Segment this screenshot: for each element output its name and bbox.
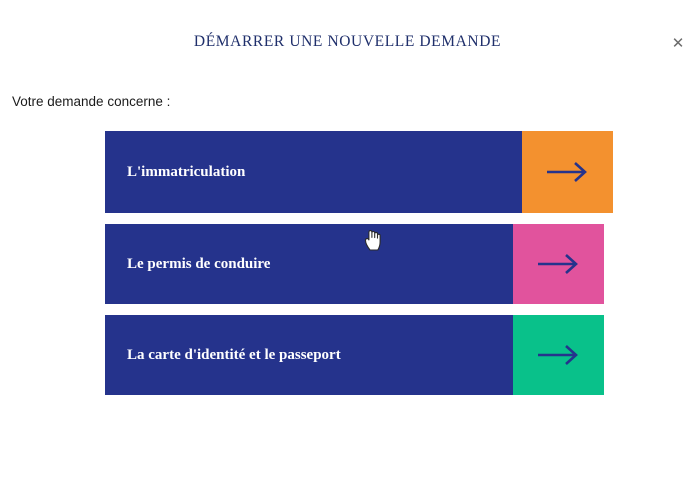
choice-arrow-button[interactable]: [513, 315, 604, 395]
choice-label: Le permis de conduire: [105, 224, 513, 304]
arrow-right-icon: [536, 252, 582, 276]
choice-row-permis-de-conduire[interactable]: [105, 224, 695, 304]
choice-row-immatriculation[interactable]: [105, 131, 695, 213]
arrow-right-icon: [536, 343, 582, 367]
choice-list: [0, 131, 695, 395]
choice-arrow-button[interactable]: [513, 224, 604, 304]
intro-text: Votre demande concerne :: [12, 94, 171, 109]
arrow-right-icon: [545, 160, 591, 184]
choice-label: La carte d'identité et le passeport: [105, 315, 513, 395]
choice-arrow-button[interactable]: [522, 131, 613, 213]
page-title: DÉMARRER UNE NOUVELLE DEMANDE: [193, 33, 502, 50]
close-icon[interactable]: ✕: [671, 35, 685, 52]
choice-label: L'immatriculation: [105, 131, 522, 213]
choice-row-carte-identite-passeport[interactable]: [105, 315, 695, 395]
